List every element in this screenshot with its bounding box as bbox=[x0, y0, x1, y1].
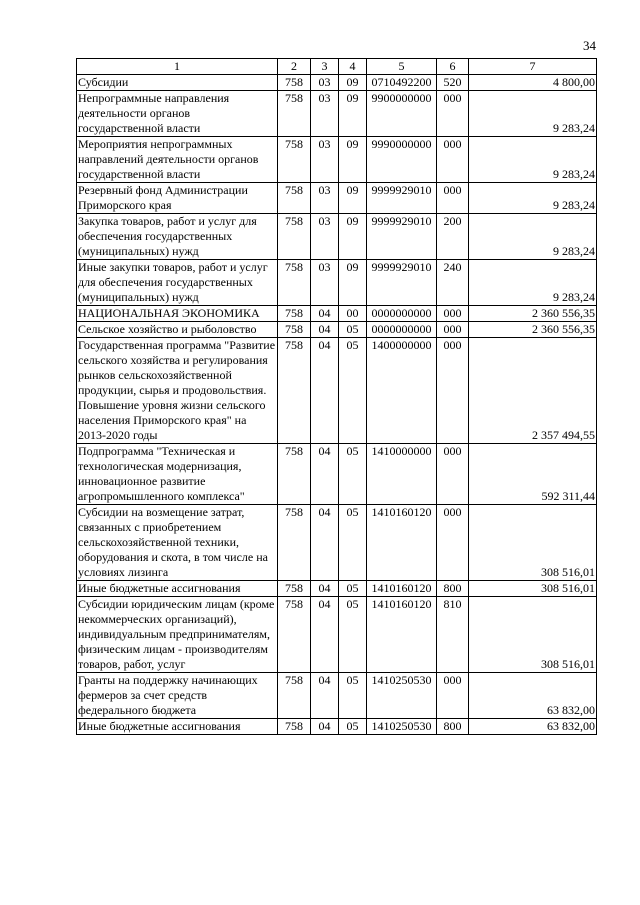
row-amount-cell: 9 283,24 bbox=[469, 183, 597, 214]
row-section-cell: 03 bbox=[311, 183, 339, 214]
row-target-article-cell: 0000000000 bbox=[367, 322, 437, 338]
row-target-article-cell: 9900000000 bbox=[367, 91, 437, 137]
row-target-article-cell: 1410250530 bbox=[367, 719, 437, 735]
row-section-cell: 04 bbox=[311, 581, 339, 597]
row-subsection-cell: 05 bbox=[339, 505, 367, 581]
row-target-article-cell: 9999929010 bbox=[367, 214, 437, 260]
table-row bbox=[77, 137, 597, 183]
row-target-article-cell: 0000000000 bbox=[367, 306, 437, 322]
table-row bbox=[77, 581, 597, 597]
row-name-cell: Сельское хозяйство и рыболовство bbox=[77, 322, 278, 338]
row-code-cell: 758 bbox=[278, 505, 311, 581]
row-subsection-cell: 05 bbox=[339, 444, 367, 505]
row-target-article-cell: 1410160120 bbox=[367, 597, 437, 673]
row-code-cell: 758 bbox=[278, 137, 311, 183]
row-expense-type-cell: 000 bbox=[437, 91, 469, 137]
table-row bbox=[77, 597, 597, 673]
row-section-cell: 03 bbox=[311, 75, 339, 91]
row-subsection-cell: 05 bbox=[339, 581, 367, 597]
row-code-cell: 758 bbox=[278, 597, 311, 673]
row-expense-type-cell: 200 bbox=[437, 214, 469, 260]
column-header: 4 bbox=[339, 59, 367, 75]
row-code-cell: 758 bbox=[278, 91, 311, 137]
table-row bbox=[77, 260, 597, 306]
row-name-cell: Закупка товаров, работ и услуг для обеспечения государственных (муниципальных) нужд bbox=[77, 214, 278, 260]
row-expense-type-cell: 520 bbox=[437, 75, 469, 91]
row-target-article-cell: 1410250530 bbox=[367, 673, 437, 719]
column-header: 2 bbox=[278, 59, 311, 75]
row-amount-cell: 9 283,24 bbox=[469, 214, 597, 260]
column-header: 7 bbox=[469, 59, 597, 75]
row-target-article-cell: 9999929010 bbox=[367, 183, 437, 214]
row-target-article-cell: 0710492200 bbox=[367, 75, 437, 91]
row-amount-cell: 592 311,44 bbox=[469, 444, 597, 505]
row-code-cell: 758 bbox=[278, 260, 311, 306]
row-subsection-cell: 05 bbox=[339, 719, 367, 735]
row-expense-type-cell: 000 bbox=[437, 306, 469, 322]
table-row bbox=[77, 338, 597, 444]
row-name-cell: Иные закупки товаров, работ и услуг для обеспечения государственных (муниципальных) нужд bbox=[77, 260, 278, 306]
row-section-cell: 04 bbox=[311, 673, 339, 719]
row-code-cell: 758 bbox=[278, 306, 311, 322]
row-amount-cell: 9 283,24 bbox=[469, 137, 597, 183]
row-expense-type-cell: 000 bbox=[437, 444, 469, 505]
table-row bbox=[77, 719, 597, 735]
table-row bbox=[77, 673, 597, 719]
row-name-cell: НАЦИОНАЛЬНАЯ ЭКОНОМИКА bbox=[77, 306, 278, 322]
row-name-cell: Мероприятия непрограммных направлений деятельности органов государственной власти bbox=[77, 137, 278, 183]
table-row bbox=[77, 444, 597, 505]
row-target-article-cell: 9999929010 bbox=[367, 260, 437, 306]
page-number: 34 bbox=[583, 38, 596, 53]
table-row bbox=[77, 306, 597, 322]
row-subsection-cell: 05 bbox=[339, 338, 367, 444]
row-section-cell: 04 bbox=[311, 505, 339, 581]
row-target-article-cell: 9990000000 bbox=[367, 137, 437, 183]
row-section-cell: 03 bbox=[311, 214, 339, 260]
row-amount-cell: 9 283,24 bbox=[469, 260, 597, 306]
row-code-cell: 758 bbox=[278, 719, 311, 735]
row-code-cell: 758 bbox=[278, 322, 311, 338]
row-section-cell: 03 bbox=[311, 260, 339, 306]
row-expense-type-cell: 240 bbox=[437, 260, 469, 306]
row-name-cell: Субсидии на возмещение затрат, связанных с приобретением сельскохозяйственной техники, оборудования и скота, в том числе на условиях лизинга bbox=[77, 505, 278, 581]
row-name-cell: Субсидии юридическим лицам (кроме некоммерческих организаций), индивидуальным предпринимателям, физическим лицам - производителям товаров, работ, услуг bbox=[77, 597, 278, 673]
row-section-cell: 04 bbox=[311, 597, 339, 673]
row-target-article-cell: 1410160120 bbox=[367, 581, 437, 597]
table-row bbox=[77, 322, 597, 338]
table-row bbox=[77, 214, 597, 260]
row-subsection-cell: 09 bbox=[339, 75, 367, 91]
row-subsection-cell: 05 bbox=[339, 322, 367, 338]
row-amount-cell: 308 516,01 bbox=[469, 505, 597, 581]
table-row bbox=[77, 75, 597, 91]
row-expense-type-cell: 000 bbox=[437, 338, 469, 444]
row-subsection-cell: 09 bbox=[339, 137, 367, 183]
row-name-cell: Резервный фонд Администрации Приморского края bbox=[77, 183, 278, 214]
row-target-article-cell: 1410000000 bbox=[367, 444, 437, 505]
budget-table bbox=[76, 58, 597, 735]
row-code-cell: 758 bbox=[278, 338, 311, 444]
table-row bbox=[77, 183, 597, 214]
column-header: 3 bbox=[311, 59, 339, 75]
row-name-cell: Иные бюджетные ассигнования bbox=[77, 581, 278, 597]
row-name-cell: Подпрограмма "Техническая и технологическая модернизация, инновационное развитие агропромышленного комплекса" bbox=[77, 444, 278, 505]
row-subsection-cell: 05 bbox=[339, 673, 367, 719]
row-code-cell: 758 bbox=[278, 673, 311, 719]
row-name-cell: Субсидии bbox=[77, 75, 278, 91]
row-code-cell: 758 bbox=[278, 183, 311, 214]
row-subsection-cell: 05 bbox=[339, 597, 367, 673]
row-section-cell: 04 bbox=[311, 338, 339, 444]
table-header-row bbox=[77, 59, 597, 75]
row-amount-cell: 2 357 494,55 bbox=[469, 338, 597, 444]
row-expense-type-cell: 000 bbox=[437, 505, 469, 581]
row-amount-cell: 2 360 556,35 bbox=[469, 322, 597, 338]
row-expense-type-cell: 000 bbox=[437, 322, 469, 338]
row-amount-cell: 9 283,24 bbox=[469, 91, 597, 137]
row-amount-cell: 63 832,00 bbox=[469, 673, 597, 719]
row-name-cell: Гранты на поддержку начинающих фермеров за счет средств федерального бюджета bbox=[77, 673, 278, 719]
row-subsection-cell: 09 bbox=[339, 183, 367, 214]
row-expense-type-cell: 810 bbox=[437, 597, 469, 673]
table-row bbox=[77, 505, 597, 581]
row-expense-type-cell: 000 bbox=[437, 673, 469, 719]
row-section-cell: 04 bbox=[311, 322, 339, 338]
row-amount-cell: 308 516,01 bbox=[469, 597, 597, 673]
column-header: 5 bbox=[367, 59, 437, 75]
row-section-cell: 03 bbox=[311, 91, 339, 137]
row-section-cell: 03 bbox=[311, 137, 339, 183]
row-name-cell: Иные бюджетные ассигнования bbox=[77, 719, 278, 735]
row-expense-type-cell: 800 bbox=[437, 581, 469, 597]
row-target-article-cell: 1410160120 bbox=[367, 505, 437, 581]
row-subsection-cell: 09 bbox=[339, 260, 367, 306]
row-amount-cell: 63 832,00 bbox=[469, 719, 597, 735]
table-row bbox=[77, 91, 597, 137]
row-code-cell: 758 bbox=[278, 75, 311, 91]
row-section-cell: 04 bbox=[311, 444, 339, 505]
row-amount-cell: 4 800,00 bbox=[469, 75, 597, 91]
row-amount-cell: 308 516,01 bbox=[469, 581, 597, 597]
row-name-cell: Непрограммные направления деятельности органов государственной власти bbox=[77, 91, 278, 137]
row-section-cell: 04 bbox=[311, 306, 339, 322]
row-expense-type-cell: 000 bbox=[437, 137, 469, 183]
row-amount-cell: 2 360 556,35 bbox=[469, 306, 597, 322]
row-section-cell: 04 bbox=[311, 719, 339, 735]
row-code-cell: 758 bbox=[278, 444, 311, 505]
row-name-cell: Государственная программа "Развитие сельского хозяйства и регулирования рынков сельскохозяйственной продукции, сырья и продовольствия. Повышение уровня жизни сельского населения Приморского края" на 2013-2020 годы bbox=[77, 338, 278, 444]
row-target-article-cell: 1400000000 bbox=[367, 338, 437, 444]
column-header: 1 bbox=[77, 59, 278, 75]
row-code-cell: 758 bbox=[278, 581, 311, 597]
column-header: 6 bbox=[437, 59, 469, 75]
row-subsection-cell: 09 bbox=[339, 91, 367, 137]
row-code-cell: 758 bbox=[278, 214, 311, 260]
row-subsection-cell: 09 bbox=[339, 214, 367, 260]
row-subsection-cell: 00 bbox=[339, 306, 367, 322]
row-expense-type-cell: 000 bbox=[437, 183, 469, 214]
row-expense-type-cell: 800 bbox=[437, 719, 469, 735]
